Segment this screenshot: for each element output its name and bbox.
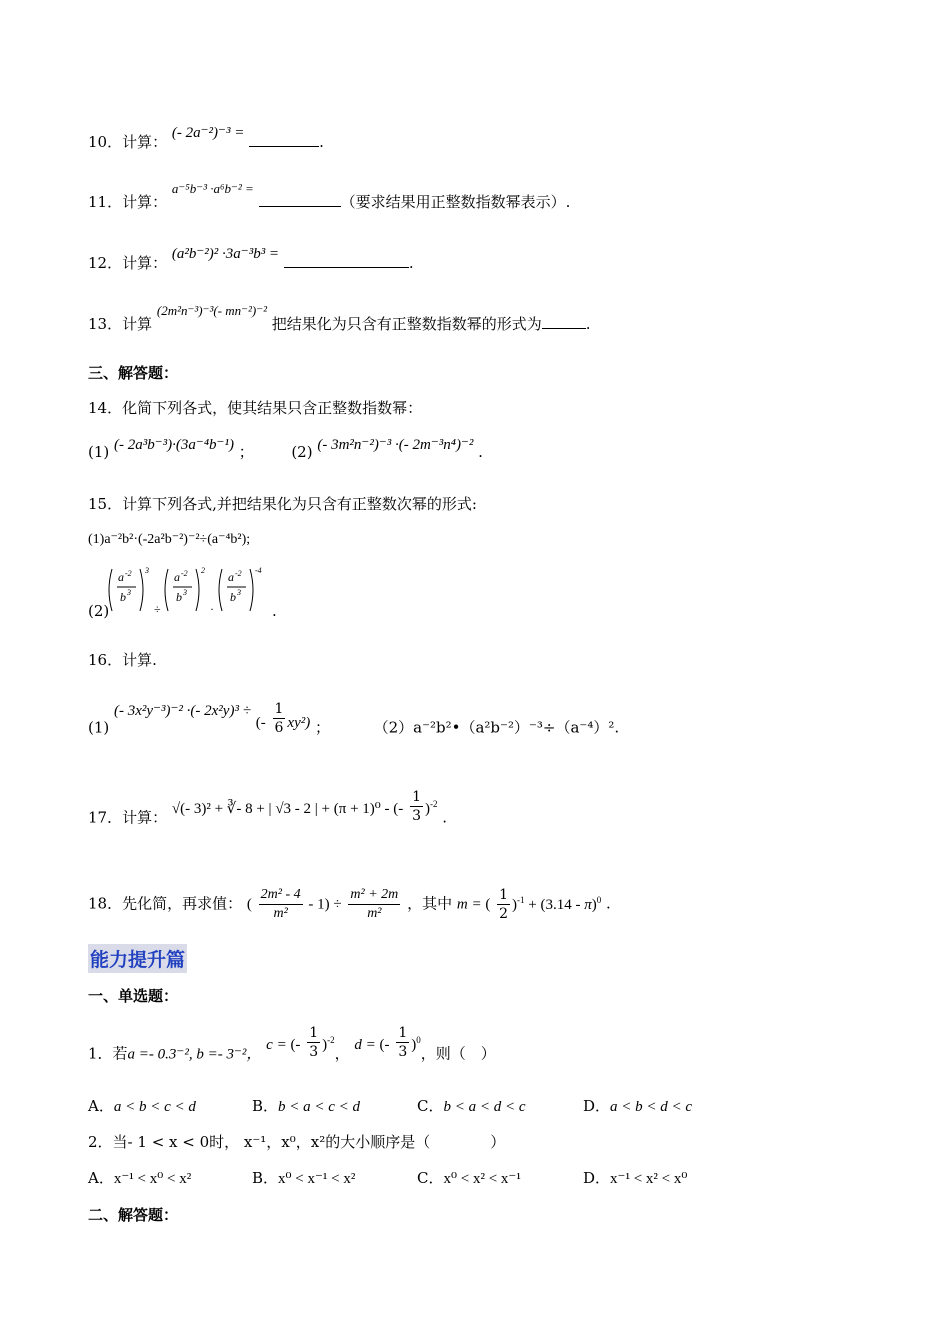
end-text: . — [585, 315, 591, 333]
math-expression: (- 2a³b⁻³)·(3a⁻⁴b⁻¹) — [114, 437, 234, 453]
answer-blank — [259, 192, 341, 207]
svg-text:3: 3 — [237, 588, 241, 597]
end-text: . — [442, 808, 448, 827]
svg-text:3: 3 — [127, 588, 131, 597]
svg-text:2: 2 — [201, 566, 205, 575]
mc-question-2: 2．当- 1 < x < 0时， x⁻¹，x⁰，x²的大小顺序是（ ） — [88, 1133, 506, 1151]
mc-question-1: 1．若a =- 0.3⁻², b =- 3⁻²， c = (- $\frac{1}{3}$ )$^{-2}$， d = (- $\frac{1}{3}$ )$^0$，则（ ） — [88, 1025, 496, 1063]
svg-text:b: b — [230, 590, 236, 604]
answer-blank — [542, 314, 586, 329]
end-text: . — [606, 894, 611, 913]
fraction-power-expression — [108, 565, 278, 619]
question-17: 17．计算： √(- 3)² + ∛- 8 + | √3 - 2 | + (π + 1)⁰ - (- $\frac{1}{3}$ )$^{-2}$ . — [88, 789, 448, 827]
question-13 — [88, 303, 591, 335]
question-10 — [88, 125, 324, 153]
svg-text:a: a — [228, 570, 234, 584]
fraction: $\frac{\text{m² + 2m}}{\text{m²}}$ — [350, 887, 399, 921]
svg-text:a: a — [174, 570, 180, 584]
part-label: (1) — [88, 718, 110, 737]
question-11 — [88, 181, 571, 213]
svg-text:-2: -2 — [181, 569, 188, 578]
question-15-part2 — [88, 565, 277, 620]
tail-text: . — [408, 254, 414, 272]
question-number: 13．计算 — [88, 315, 153, 333]
tail-text: （要求结果用正整数指数幂表示）. — [340, 193, 571, 211]
fraction: $\frac{1}{3}$ — [398, 1025, 408, 1060]
part-label: (2) — [291, 443, 313, 461]
question-12 — [88, 246, 414, 274]
part-end: . — [272, 602, 277, 620]
question-14-stem: 14．化简下列各式，使其结果只含正整数指数幂： — [88, 399, 423, 417]
section-heading-3: 三、解答题： — [88, 364, 179, 382]
part-end: ； — [238, 443, 254, 461]
svg-text:b: b — [120, 590, 126, 604]
svg-text:3: 3 — [183, 588, 187, 597]
then-text: ，则（ ） — [420, 1044, 496, 1063]
tail-text: . — [319, 133, 324, 151]
question-15-part1: (1)a⁻²b²·(-2a²b⁻²)⁻²÷(a⁻⁴b²); — [88, 532, 251, 547]
answer-blank — [249, 132, 319, 147]
svg-text:-4: -4 — [255, 566, 262, 575]
section-banner: 能力提升篇 — [88, 944, 187, 973]
svg-text:-2: -2 — [235, 569, 242, 578]
question-15-stem: 15．计算下列各式,并把结果化为只含有正整数次幂的形式: — [88, 495, 477, 513]
svg-text:·: · — [210, 602, 214, 616]
part-end: . — [478, 443, 483, 461]
option-a[interactable]: A．x⁻¹ < x⁰ < x² — [88, 1169, 192, 1187]
question-number: 12．计算： — [88, 254, 168, 272]
math-expression: (- 3m²n⁻²)⁻³ ·(- 2m⁻³n⁴)⁻² — [317, 437, 474, 453]
math-expression: a⁻⁵b⁻³ ·a⁶b⁻² = — [171, 181, 254, 196]
fraction: $\frac{\text{2m² - 4}}{\text{m²}}$ — [260, 887, 301, 921]
math-expression: a =- 0.3⁻², b =- 3⁻²， — [127, 1046, 262, 1063]
c-label: c = — [266, 1036, 287, 1053]
section-heading-answer: 二、解答题： — [88, 1206, 179, 1224]
question-number: 10．计算： — [88, 133, 168, 151]
option-c[interactable]: C．x⁰ < x² < x⁻¹ — [417, 1169, 521, 1187]
fraction: $\frac{1}{6}$ — [274, 701, 284, 736]
option-b[interactable]: B．x⁰ < x⁻¹ < x² — [252, 1169, 356, 1187]
question-number: 17．计算： — [88, 808, 168, 827]
svg-text:b: b — [176, 590, 182, 604]
option-d[interactable]: D．a < b < d < c — [583, 1097, 693, 1115]
svg-text:÷: ÷ — [154, 602, 161, 616]
question-number: 18．先化简，再求值： — [88, 894, 243, 913]
fraction: $\frac{1}{3}$ — [309, 1025, 319, 1060]
option-c[interactable]: C．b < a < d < c — [417, 1097, 526, 1115]
part-label: (2) — [88, 602, 110, 620]
tail-text: 把结果化为只含有正整数指数幂的形式为 — [271, 315, 542, 333]
d-label: d = — [354, 1036, 376, 1053]
question-14-parts — [88, 437, 483, 463]
math-expression: (a²b⁻²)² ·3a⁻³b³ = — [171, 246, 280, 262]
part-label: (1) — [88, 443, 110, 461]
mid-text: ，其中 — [407, 894, 453, 913]
answer-blank — [284, 253, 409, 268]
part-end: ； — [315, 718, 331, 737]
part-2: （2）a⁻²b²•（a²b⁻²）⁻³÷（a⁻⁴）². — [373, 718, 620, 737]
question-16-stem: 16．计算. — [88, 651, 157, 669]
question-18: 18．先化简，再求值： ( $\frac{\text{2m² - 4}}{\text{m²}}$ - 1) ÷ $\frac{\text{m² + 2m}}{\text{m²}}$ ，其中 m = ( $\frac{1}{2}$ )$^{-1}$ + (3.14 - π)$^0$ . — [88, 887, 611, 922]
math-expression: (- 2a⁻²)⁻³ = — [171, 125, 245, 141]
question-number: 11．计算： — [88, 193, 168, 211]
question-16-parts: (1) (- 3x²y⁻³)⁻² ·(- 2x²y)³ ÷ (- $\frac{1}{6}$ xy²) ； （2）a⁻²b²•（a²b⁻²）⁻³÷（a⁻⁴）². — [88, 701, 620, 737]
question-number: 1．若 — [88, 1044, 128, 1063]
fraction: $\frac{1}{3}$ — [412, 789, 421, 824]
fraction: $\frac{1}{2}$ — [499, 887, 509, 922]
svg-text:a: a — [118, 570, 124, 584]
option-a[interactable]: A．a < b < c < d — [88, 1097, 196, 1115]
svg-text:-2: -2 — [125, 569, 132, 578]
section-heading-single-choice: 一、单选题： — [88, 987, 179, 1005]
svg-text:3: 3 — [145, 566, 149, 575]
math-expression: (2m²n⁻³)⁻³(- mn⁻²)⁻² — [156, 303, 267, 318]
option-b[interactable]: B．b < a < c < d — [252, 1097, 361, 1115]
option-d[interactable]: D．x⁻¹ < x² < x⁰ — [583, 1169, 688, 1187]
